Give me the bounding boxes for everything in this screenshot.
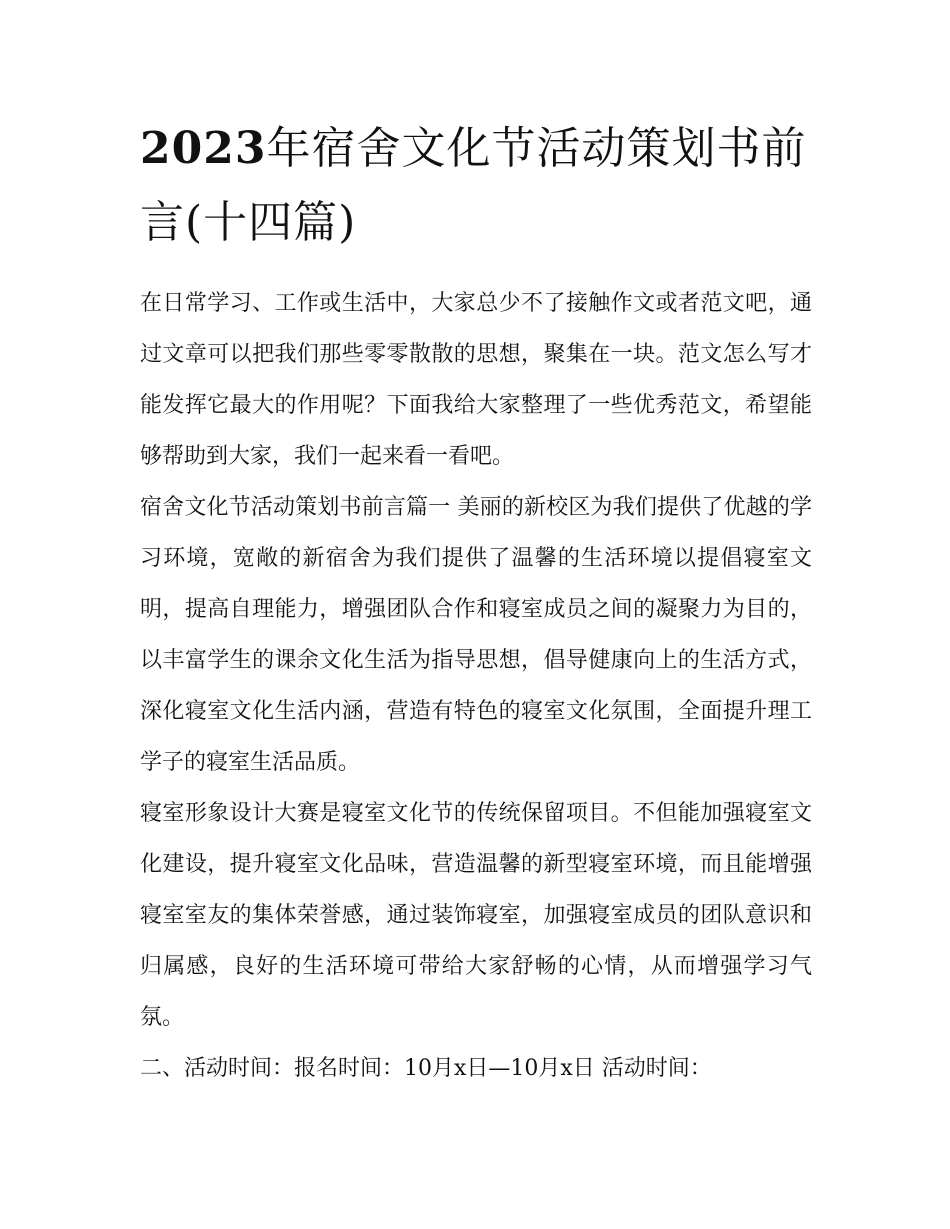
document-page [140, 112, 812, 1094]
document-title [140, 112, 812, 260]
document-body [140, 278, 812, 1094]
title-year: 2023 [140, 123, 267, 174]
paragraph-design-contest: 寝室形象设计大赛是寝室文化节的传统保留项目。不但能加强寝室文化建设，提升寝室文化品味，营造温馨的新型寝室环境，而且能增强寝室室友的集体荣誉感，通过装饰寝室，加强寝室成员的团队意识和归属感，良好的生活环境可带给大家舒畅的心情，从而增强学习气氛。 [140, 801, 812, 1030]
paragraph-article-one: 宿舍文化节活动策划书前言篇一 美丽的新校区为我们提供了优越的学习环境，宽敞的新宿舍为我们提供了温馨的生活环境以提倡寝室文明，提高自理能力，增强团队合作和寝室成员之间的凝聚力为目的，以丰富学生的课余文化生活为指导思想，倡导健康向上的生活方式，深化寝室文化生活内涵，营造有特色的寝室文化氛围，全面提升理工学子的寝室生活品质。 [140, 495, 812, 775]
title-text: 年宿舍文化节活动策划书前言(十四篇) [140, 123, 807, 248]
paragraph-intro: 在日常学习、工作或生活中，大家总少不了接触作文或者范文吧，通过文章可以把我们那些零零散散的思想，聚集在一块。范文怎么写才能发挥它最大的作用呢？下面我给大家整理了一些优秀范文，希望能够帮助到大家，我们一起来看一看吧。 [140, 291, 812, 469]
paragraph-activity-time: 二、活动时间：报名时间：10月x日—10月x日 活动时间： [140, 1056, 712, 1081]
